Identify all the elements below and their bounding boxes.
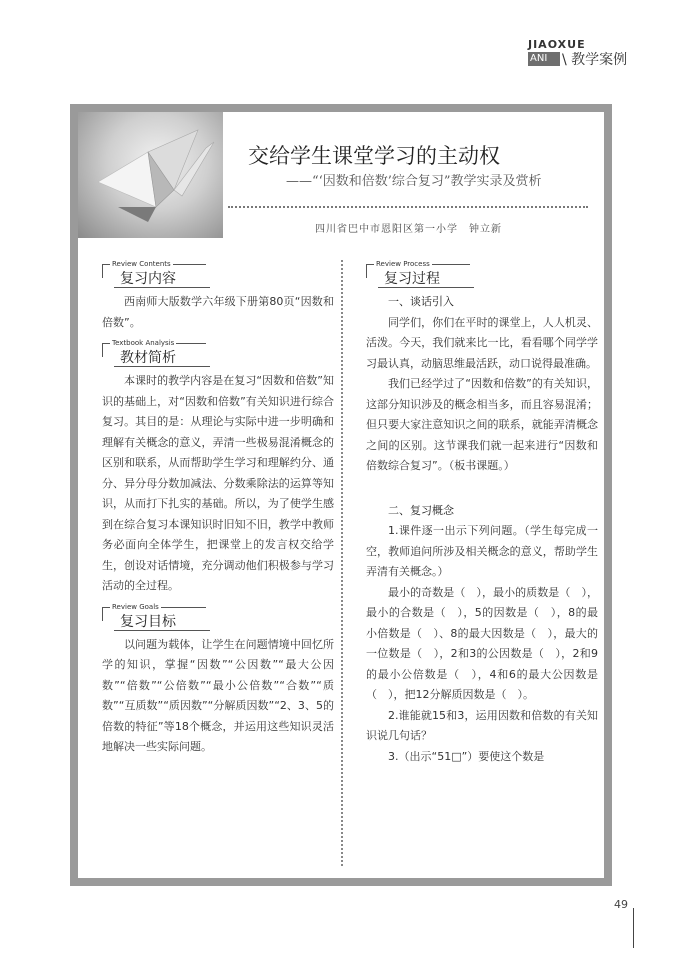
heading-underline <box>378 287 474 288</box>
heading-rule <box>366 264 367 278</box>
paper-crane-icon <box>78 112 223 238</box>
paper-crane-image <box>78 112 223 238</box>
analysis-text: 本课时的教学内容是在复习“因数和倍数”知识的基础上，对“因数和倍数”有关知识进行综合复习。其目的是：从理论与实际中进一步明确和理解有关概念的意义，弄清一些极易混淆概念的区别和联系，从而帮助学生学习和理解约分、通分、异分母分数加减法、分数乘除法的运算等知识，从而打下扎实的基础。所以，为了使学生感到在综合复习本课知识时旧知不旧，教学中教师务必面向全体学生，把课堂上的发言权交给学生，创设对话情境，充分调动他们积极参与学习活动的全过程。 <box>102 374 334 592</box>
page-number: 49 <box>614 898 628 911</box>
section-label-en: Textbook Analysis <box>112 339 175 347</box>
article-subtitle: ——“‘因数和倍数’综合复习”教学实录及赏析 <box>286 174 542 189</box>
section-label-zh: 复习内容 <box>120 271 176 287</box>
column-divider <box>341 260 343 866</box>
running-header <box>528 38 638 78</box>
heading-underline <box>114 366 210 367</box>
section-label-zh: 教材简析 <box>120 350 176 366</box>
section-heading-process <box>366 260 598 290</box>
page-rule <box>633 908 634 948</box>
part2-paragraph: 最小的奇数是（ ），最小的质数是（ ），最小的合数是（ ），5的因数是（ ），8的最小倍数是（ ）、8的最大因数是（ ），最大的一位数是（ ），2和3的公因数是（ ），2和9的最小公倍数是（ ），4和6的最大公因数是（ ），把12分解质因数是（ ）。 <box>366 585 598 701</box>
article-frame <box>70 104 612 886</box>
section-label-en: Review Contents <box>112 260 171 268</box>
heading-rule <box>102 343 103 357</box>
section-label-en: Review Goals <box>112 602 159 611</box>
section-label-en: Review Process <box>376 260 430 268</box>
left-column <box>102 260 334 758</box>
heading-rule <box>102 607 103 621</box>
heading-rule <box>102 264 103 278</box>
right-column <box>366 260 598 767</box>
article-author: 四川省巴中市恩阳区第一小学 钟立新 <box>315 224 502 235</box>
part2-heading: 二、复习概念 <box>388 503 454 517</box>
section-label-zh: 复习过程 <box>384 271 440 287</box>
running-header-section: \ 教学案例 <box>562 52 628 68</box>
part1-heading: 一、谈话引入 <box>388 295 454 308</box>
part1-paragraph: 我们已经学过了“因数和倍数”的有关知识，这部分知识涉及的概念相当多，而且容易混淆；但只要大家注意知识之间的联系，就能弄清概念之间的区别。这节课我们就一起来进行“因数和倍数综合复习”。（板书课题。） <box>366 377 598 472</box>
section-heading-contents <box>102 260 334 290</box>
contents-text: 西南师大版数学六年级下册第80页“因数和倍数”。 <box>102 295 334 329</box>
title-divider <box>228 206 588 208</box>
article-title: 交给学生课堂学习的主动权 <box>248 144 500 168</box>
goals-text: 以问题为载体，让学生在问题情境中回忆所学的知识，掌握“因数”“公因数”“最大公因数”“倍数”“公倍数”“最小公倍数”“合数”“质数”“互质数”“质因数”“分解质因数”“2、3、5的倍数的特征”等18个概念，并运用这些知识灵活地解决一些实际问题。 <box>102 637 334 753</box>
part2-paragraph: 2.谁能就15和3，运用因数和倍数的有关知识说几句话？ <box>366 708 598 742</box>
heading-underline <box>114 287 210 288</box>
part2-paragraph: 1.课件逐一出示下列问题。（学生每完成一空，教师追问所涉及相关概念的意义，帮助学生弄清有关概念。） <box>366 524 598 578</box>
part1-paragraph: 同学们，你们在平时的课堂上，人人机灵、活泼。今天，我们就来比一比，看看哪个同学学习最认真，动脑思维最活跃，动口说得最准确。 <box>366 315 598 370</box>
running-header-tag: ANI <box>528 52 560 66</box>
section-heading-analysis <box>102 339 334 369</box>
part2-paragraph: 3.（出示“51□”）要使这个数是 <box>388 749 545 763</box>
article-panel <box>78 112 604 878</box>
section-heading-goals <box>102 603 334 633</box>
section-label-zh: 复习目标 <box>120 613 176 630</box>
heading-underline <box>114 630 210 631</box>
running-header-english: JIAOXUE <box>528 38 586 51</box>
